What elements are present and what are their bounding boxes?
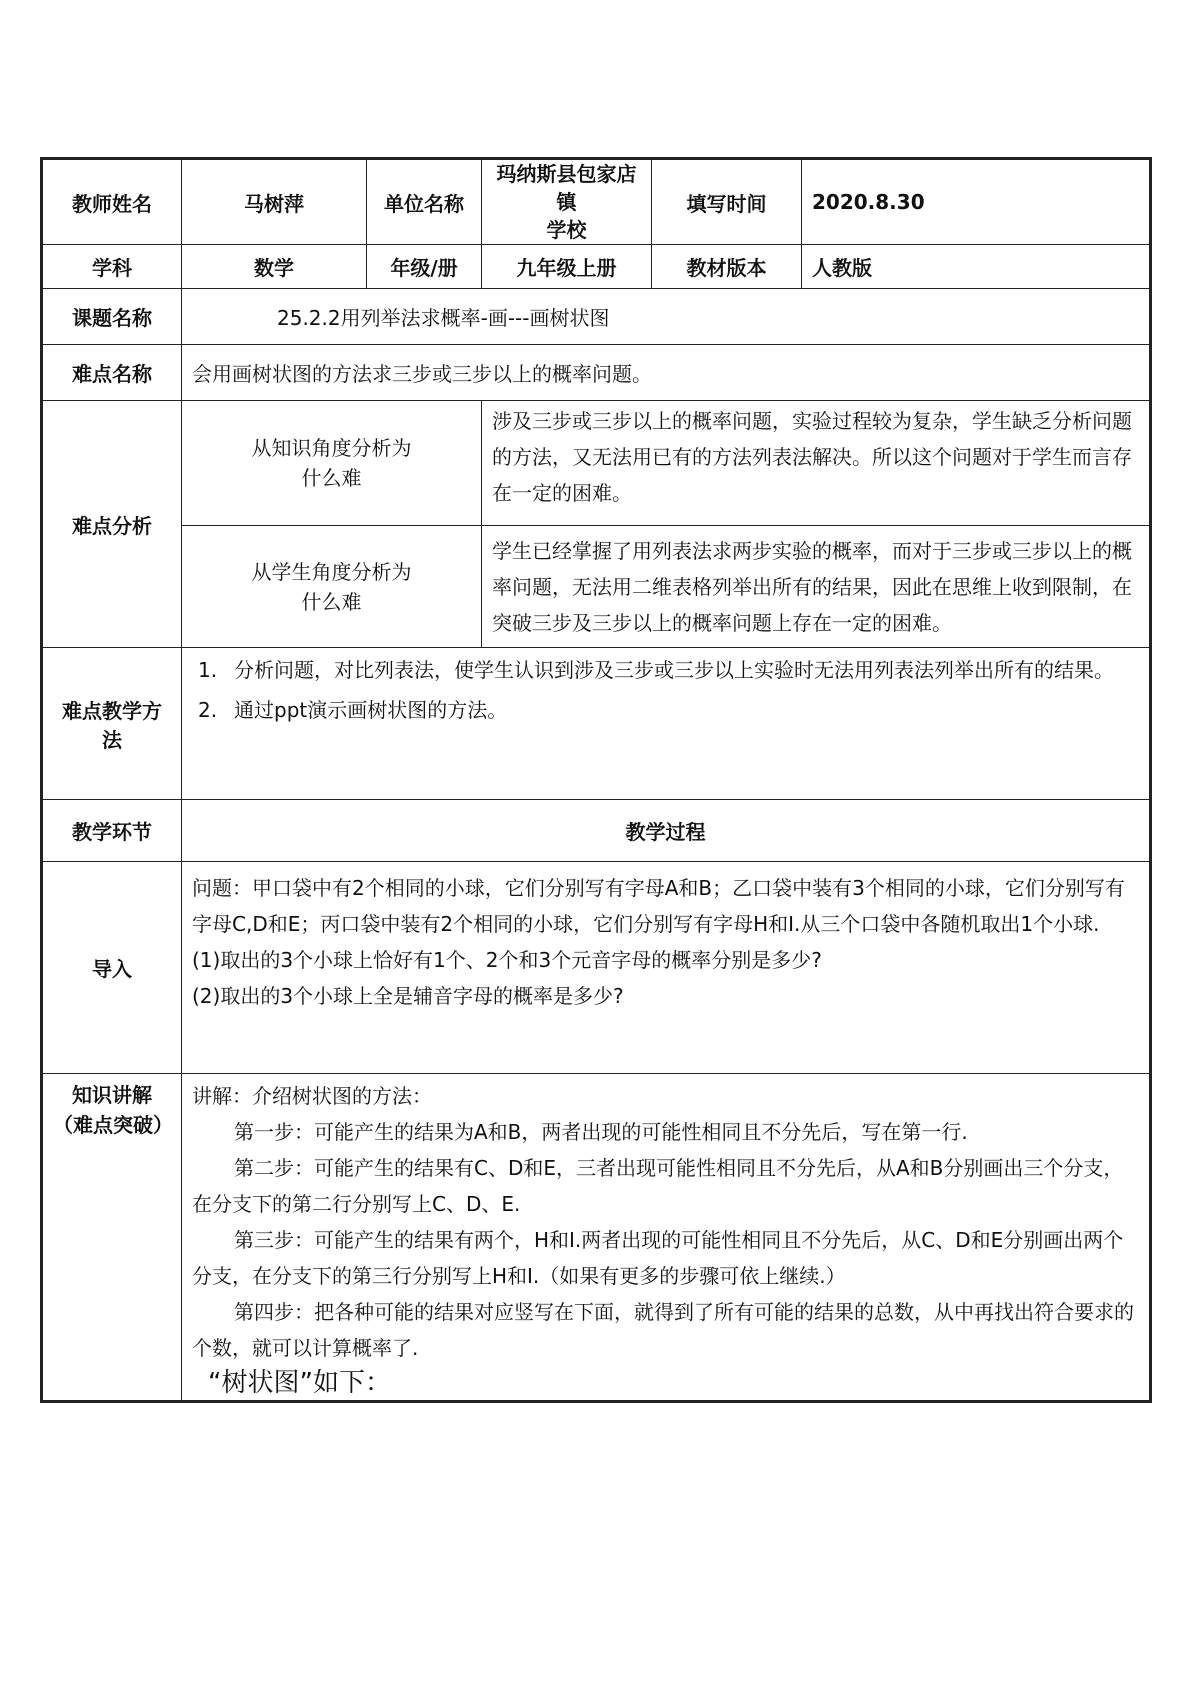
unit-value-line-1: 玛纳斯县包家店镇 — [496, 162, 637, 214]
tree-caption: “树状图”如下： — [208, 1368, 391, 1398]
knowledge-text: 涉及三步或三步以上的概率问题，实验过程较为复杂，学生缺乏分析问题的方法，又无法用已有的方法列表法解决。所以这个问题对于学生而言存在一定的困难。 — [482, 401, 1151, 526]
method-list — [182, 648, 1151, 800]
subject-label: 学科 — [42, 245, 182, 289]
explain-label-line-1: 知识讲解 — [72, 1083, 152, 1107]
teacher-label: 教师姓名 — [42, 159, 182, 245]
topic-value: 25.2.2用列举法求概率-画---画树状图 — [182, 289, 1151, 345]
student-text: 学生已经掌握了用列表法求两步实验的概率，而对于三步或三步以上的概率问题，无法用二维表格列举出所有的结果，因此在思维上收到限制，在突破三步及三步以上的概率问题上存在一定的困难。 — [482, 526, 1151, 648]
unit-value-line-2: 学校 — [546, 218, 587, 242]
explain-intro: 讲解：介绍树状图的方法： — [192, 1084, 432, 1108]
method-item — [192, 692, 1139, 728]
process-label: 教学过程 — [182, 800, 1151, 862]
analysis-row-student — [42, 526, 1151, 648]
explain-step-2: 第二步：可能产生的结果有C、D和E，三者出现可能性相同且不分先后，从A和B分别画出三个分支，在分支下的第二行分别写上C、D、E. — [192, 1156, 1124, 1216]
process-header-row — [42, 800, 1151, 862]
intro-content — [182, 862, 1151, 1074]
method-row — [42, 648, 1151, 800]
edition-label: 教材版本 — [652, 245, 802, 289]
method-item-text: 分析问题，对比列表法，使学生认识到涉及三步或三步以上实验时无法用列表法列举出所有的结果。 — [234, 658, 1114, 682]
explain-label — [42, 1074, 182, 1402]
explain-label-line-2: （难点突破） — [53, 1113, 173, 1137]
difficulty-value: 会用画树状图的方法求三步或三步以上的概率问题。 — [182, 345, 1151, 401]
edition-value: 人教版 — [802, 245, 1151, 289]
method-item — [192, 652, 1139, 688]
time-label: 填写时间 — [652, 159, 802, 245]
analysis-label: 难点分析 — [42, 401, 182, 648]
explain-step-4: 第四步：把各种可能的结果对应竖写在下面，就得到了所有可能的结果的总数，从中再找出符合要求的个数，就可以计算概率了. — [192, 1300, 1134, 1360]
teacher-value: 马树萍 — [182, 159, 367, 245]
student-label — [182, 526, 482, 648]
subject-value: 数学 — [182, 245, 367, 289]
explain-content — [182, 1074, 1151, 1402]
explain-step-1: 第一步：可能产生的结果为A和B，两者出现的可能性相同且不分先后，写在第一行. — [234, 1120, 968, 1144]
intro-question-2: (2)取出的3个小球上全是辅音字母的概率是多少? — [192, 984, 624, 1008]
header-row-1 — [42, 159, 1151, 245]
unit-label: 单位名称 — [367, 159, 482, 245]
header-row-2 — [42, 245, 1151, 289]
lesson-plan-table — [40, 157, 1152, 1403]
method-item-number: 1. — [198, 658, 218, 682]
analysis-row-knowledge — [42, 401, 1151, 526]
lesson-plan-document — [40, 157, 1149, 1403]
explain-row — [42, 1074, 1151, 1402]
intro-label: 导入 — [42, 862, 182, 1074]
intro-question: 问题：甲口袋中有2个相同的小球，它们分别写有字母A和B；乙口袋中装有3个相同的小球，它们分别写有字母C,D和E；丙口袋中装有2个相同的小球，它们分别写有字母H和I.从三个口袋中各随机取出1个小球. — [192, 876, 1125, 936]
topic-label: 课题名称 — [42, 289, 182, 345]
difficulty-label: 难点名称 — [42, 345, 182, 401]
knowledge-label — [182, 401, 482, 526]
student-label-line-2: 什么难 — [301, 589, 362, 614]
difficulty-row — [42, 345, 1151, 401]
method-item-number: 2. — [198, 698, 218, 722]
grade-label: 年级/册 — [367, 245, 482, 289]
knowledge-label-line-2: 什么难 — [301, 466, 362, 490]
unit-value — [482, 159, 652, 245]
intro-row — [42, 862, 1151, 1074]
student-label-line-1: 从学生角度分析为 — [251, 559, 412, 584]
time-value: 2020.8.30 — [802, 159, 1151, 245]
knowledge-label-line-1: 从知识角度分析为 — [251, 436, 412, 460]
method-label: 难点教学方法 — [42, 648, 182, 800]
grade-value: 九年级上册 — [482, 245, 652, 289]
stage-label: 教学环节 — [42, 800, 182, 862]
explain-step-3: 第三步：可能产生的结果有两个，H和I.两者出现的可能性相同且不分先后，从C、D和E分别画出两个分支，在分支下的第三行分别写上H和I.（如果有更多的步骤可依上继续.） — [192, 1228, 1124, 1288]
method-item-text: 通过ppt演示画树状图的方法。 — [234, 698, 508, 722]
intro-question-1: (1)取出的3个小球上恰好有1个、2个和3个元音字母的概率分别是多少? — [192, 948, 822, 972]
topic-row — [42, 289, 1151, 345]
